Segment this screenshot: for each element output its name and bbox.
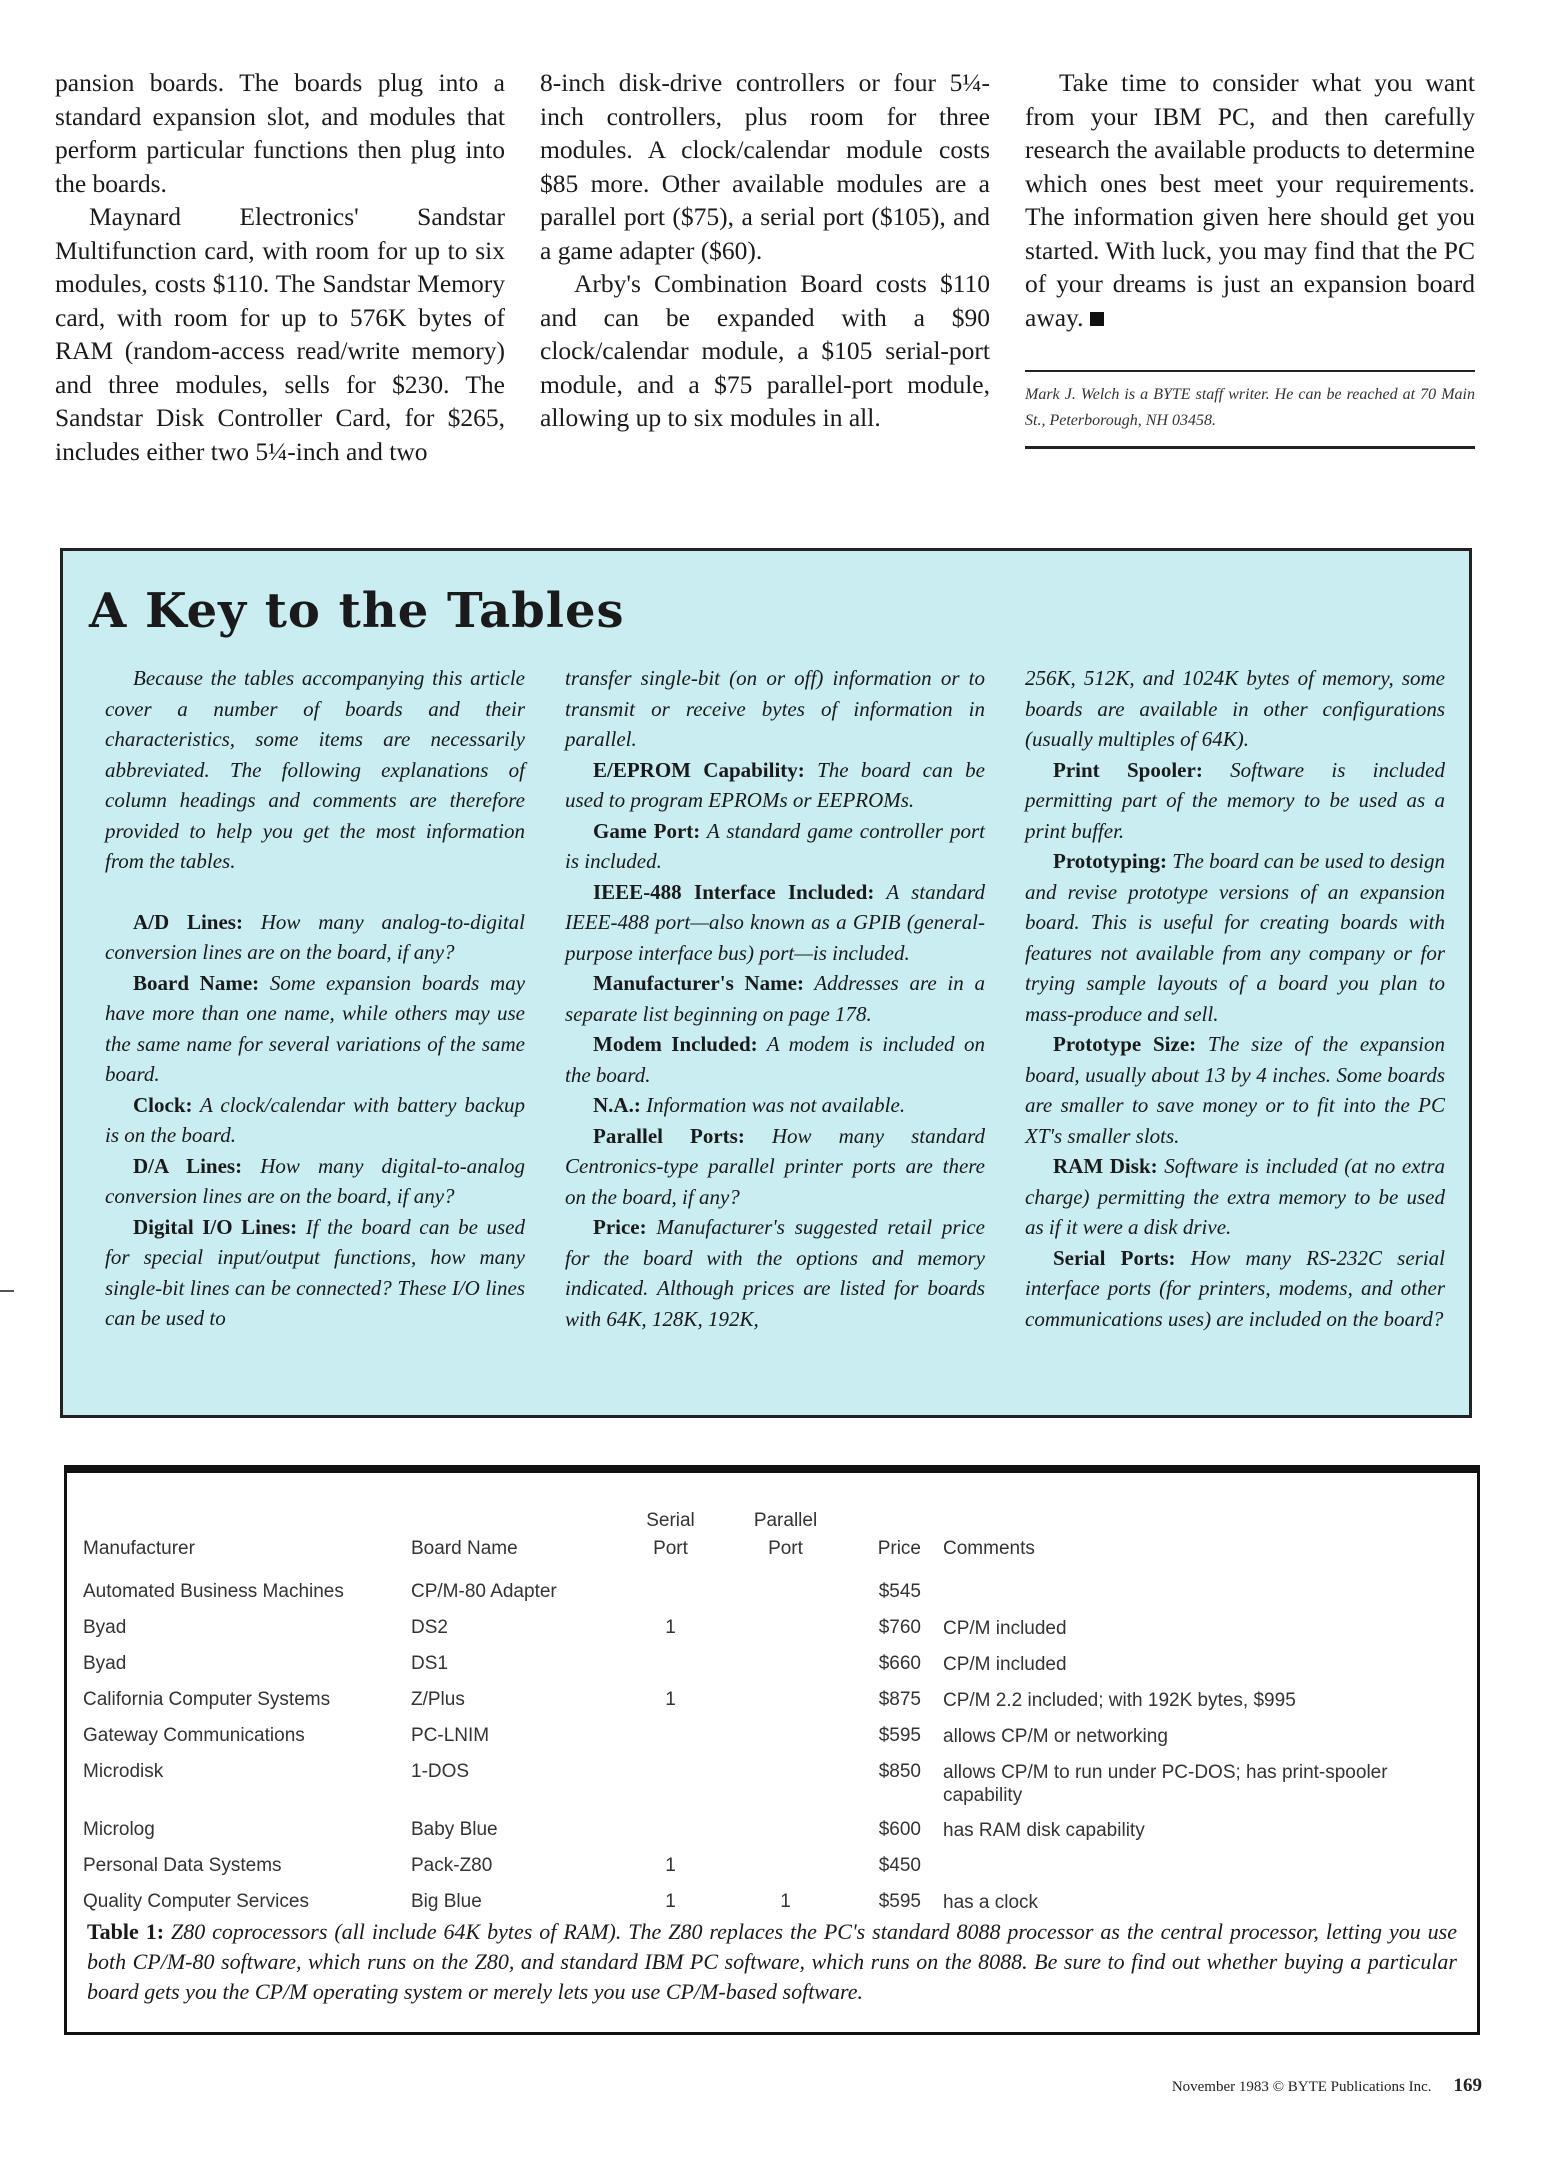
cell-serial-port: 1 xyxy=(665,1891,676,1912)
key-definition: A clock/calendar with battery backup is on the board. xyxy=(105,1092,526,1147)
key-columns xyxy=(105,663,1445,1334)
caption-text: Z80 coprocessors (all include 64K bytes of RAM). The Z80 replaces the PC's standard 8088 processor as the central processor, letting you use both CP/M-80 software, which runs on the Z80, and standard IBM PC software, which runs on the 8088. Be sure to find out whether buying a particular board gets you the CP/M operating system or merely lets you use CP/M-based software. xyxy=(87,1919,1457,2004)
header-parallel-port xyxy=(728,1507,843,1563)
key-entry xyxy=(565,1090,985,1121)
cell-price: $545 xyxy=(878,1581,921,1602)
key-entry xyxy=(1025,755,1445,847)
key-definition: How many standard Centronics-type parallel printer ports are there on the board, if any? xyxy=(565,1123,986,1209)
key-definition: The board can be used to program EPROMs or EEPROMs. xyxy=(565,757,986,812)
paragraph: pansion boards. The boards plug into a standard expansion slot, and modules that perform particular functions then plug into the boards. xyxy=(55,68,505,198)
cell-manufacturer: Automated Business Machines xyxy=(83,1581,344,1602)
key-entry xyxy=(565,1212,985,1334)
key-term: RAM Disk: xyxy=(1053,1154,1158,1178)
cell-board-name: Z/Plus xyxy=(411,1689,465,1710)
cell-price: $595 xyxy=(878,1891,921,1912)
paragraph: Maynard Electronics' Sandstar Multifunction card, with room for up to six modules, costs $110. The Sandstar Memory card, with room for up to 576K bytes of RAM (random-access read/write memory) and three modules, sells for $230. The Sandstar Disk Controller Card, for $265, includes either two 5¼-inch and two xyxy=(55,202,505,466)
cell-serial-port: 1 xyxy=(665,1855,676,1876)
key-entry xyxy=(1025,1029,1445,1151)
key-entry xyxy=(105,907,525,968)
key-entry xyxy=(1025,1243,1445,1335)
key-term: Price: xyxy=(593,1215,647,1239)
key-column-1 xyxy=(105,663,525,1334)
cell-price: $850 xyxy=(878,1761,921,1782)
key-entry xyxy=(565,816,985,877)
key-entry xyxy=(105,1090,525,1151)
cell-comments: has RAM disk capability xyxy=(943,1820,1145,1841)
table-row xyxy=(83,1761,1463,1819)
cell-price: $875 xyxy=(878,1689,921,1710)
margin-mark xyxy=(0,1290,14,1292)
table-row xyxy=(83,1819,1463,1855)
table-row xyxy=(83,1689,1463,1725)
key-entry xyxy=(1025,846,1445,1029)
key-definition: Software is included (at no extra charge) permitting the extra memory to be used as if it were a disk drive. xyxy=(1025,1154,1446,1239)
page-number: 169 xyxy=(1453,2075,1482,2096)
key-intro: Because the tables accompanying this article cover a number of boards and their characteristics, some items are necessarily abbreviated. The following explanations of column headings and comments are therefore provided to help you get the most information from the tables. xyxy=(105,666,525,873)
cell-manufacturer: Byad xyxy=(83,1617,127,1638)
caption-label: Table 1: xyxy=(87,1919,165,1944)
key-term: Digital I/O Lines: xyxy=(133,1214,298,1239)
article-column-3 xyxy=(1025,66,1475,468)
key-definition: The board can be used to design and revise prototype versions of an expansion board. This is useful for creating boards with features not available from any company or for trying sample layouts of a board you plan to mass-produce and sell. xyxy=(1025,849,1445,1026)
cell-board-name: Baby Blue xyxy=(411,1819,498,1840)
end-of-article-mark xyxy=(1090,312,1104,326)
key-term: A/D Lines: xyxy=(133,909,243,934)
key-definition: Manufacturer's suggested retail price for the board with the options and memory indicated. Although prices are listed for boards with 64K, 128K, 192K, xyxy=(565,1215,985,1331)
cell-price: $660 xyxy=(878,1653,921,1674)
cell-price: $450 xyxy=(878,1855,921,1876)
paragraph: Arby's Combination Board costs $110 and can be expanded with a $90 clock/calendar module, a $105 serial-port module, and a $75 parallel-port module, allowing up to six modules in all. xyxy=(540,269,990,432)
cell-serial-port: 1 xyxy=(665,1689,676,1710)
key-definition: The size of the expansion board, usually about 13 by 4 inches. Some boards are smaller to save money or to fit into the PC XT's smaller slots. xyxy=(1025,1032,1446,1148)
key-term: Manufacturer's Name: xyxy=(593,971,804,995)
table-header xyxy=(83,1487,1463,1563)
cell-board-name: CP/M-80 Adapter xyxy=(411,1581,557,1602)
key-term: Parallel Ports: xyxy=(593,1123,745,1148)
key-term: Game Port: xyxy=(593,818,701,843)
key-entry xyxy=(105,968,525,1090)
table-row xyxy=(83,1653,1463,1689)
cell-board-name: Pack-Z80 xyxy=(411,1855,493,1876)
key-term: Clock: xyxy=(133,1092,193,1117)
key-term: E/EPROM Capability: xyxy=(593,757,805,782)
key-definition: Some expansion boards may have more than one name, while others may use the same name for several variations of the same board. xyxy=(105,970,526,1086)
cell-comments: has a clock xyxy=(943,1892,1039,1913)
key-entry xyxy=(565,1029,985,1090)
article-column-2 xyxy=(540,66,990,468)
key-title: A Key to the Tables xyxy=(89,583,625,639)
table-row xyxy=(83,1581,1463,1617)
cell-manufacturer: California Computer Systems xyxy=(83,1689,331,1710)
table-row xyxy=(83,1617,1463,1653)
cell-comments: CP/M included xyxy=(943,1618,1067,1639)
paragraph-text: Take time to consider what you want from your IBM PC, and then carefully research the available products to determine which ones best meet your requirements. The information given here should get you started. With luck, you may find that the PC of your dreams is just an expansion board away. xyxy=(1025,68,1475,332)
cell-manufacturer: Quality Computer Services xyxy=(83,1891,309,1912)
key-definition: A modem is included on the board. xyxy=(565,1032,985,1087)
header-manufacturer: Manufacturer xyxy=(83,1538,195,1559)
header-comments: Comments xyxy=(943,1538,1035,1559)
cell-board-name: Big Blue xyxy=(411,1891,482,1912)
header-parallel-bottom: Port xyxy=(768,1538,803,1559)
header-serial-top: Serial xyxy=(646,1510,695,1531)
key-term: Prototyping: xyxy=(1053,849,1167,873)
footer-text: November 1983 © BYTE Publications Inc. xyxy=(1171,2079,1432,2095)
paragraph: 8-inch disk-drive controllers or four 5¼-inch controllers, plus room for three modules. A clock/calendar module costs $85 more. Other available modules are a parallel port ($75), a serial port ($105), and a game adapter ($60). xyxy=(540,68,990,265)
key-definition: Software is included permitting part of the memory to be used as a print buffer. xyxy=(1025,757,1445,843)
key-entry xyxy=(105,1151,525,1212)
key-column-2 xyxy=(565,663,985,1334)
key-definition: How many digital-to-analog conversion lines are on the board, if any? xyxy=(105,1153,526,1208)
cell-price: $595 xyxy=(878,1725,921,1746)
key-term: IEEE-488 Interface Included: xyxy=(593,879,875,904)
cell-price: $600 xyxy=(878,1819,921,1840)
key-definition: Information was not available. xyxy=(646,1093,906,1117)
cell-serial-port: 1 xyxy=(665,1617,676,1638)
key-term: Prototype Size: xyxy=(1053,1032,1197,1056)
cell-manufacturer: Gateway Communications xyxy=(83,1725,305,1746)
key-term: Board Name: xyxy=(133,970,260,995)
cell-board-name: DS2 xyxy=(411,1617,448,1638)
header-parallel-top: Parallel xyxy=(753,1510,818,1531)
key-entry xyxy=(565,1121,985,1213)
cell-board-name: 1-DOS xyxy=(411,1761,470,1782)
key-definition: If the board can be used for special input/output functions, how many single-bit lines can be connected? These I/O lines can be used to xyxy=(105,1214,526,1330)
key-definition: How many analog-to-digital conversion lines are on the board, if any? xyxy=(105,909,525,964)
key-term: D/A Lines: xyxy=(133,1153,243,1178)
cell-board-name: DS1 xyxy=(411,1653,448,1674)
cell-board-name: PC-LNIM xyxy=(411,1725,490,1746)
article-columns xyxy=(55,66,1475,468)
key-to-tables-box xyxy=(60,548,1472,1418)
key-definition: How many RS-232C serial interface ports (for printers, modems, and other communications uses) are included on the board? xyxy=(1025,1245,1446,1331)
cell-parallel-port: 1 xyxy=(780,1891,791,1912)
paragraph xyxy=(1025,66,1475,334)
header-serial-bottom: Port xyxy=(653,1538,688,1559)
key-definition: Addresses are in a separate list beginning on page 178. xyxy=(565,971,985,1026)
cell-price: $760 xyxy=(878,1617,921,1638)
key-entry xyxy=(565,755,985,816)
header-serial-port xyxy=(613,1507,728,1563)
key-term: Modem Included: xyxy=(593,1032,758,1056)
key-entry xyxy=(565,968,985,1029)
table-row xyxy=(83,1855,1463,1891)
cell-manufacturer: Personal Data Systems xyxy=(83,1855,282,1876)
key-definition: A standard game controller port is included. xyxy=(565,818,985,873)
author-bio: Mark J. Welch is a BYTE staff writer. He can be reached at 70 Main St., Peterborough, NH 03458. xyxy=(1025,370,1475,449)
key-continuation: 256K, 512K, and 1024K bytes of memory, some boards are available in other configurations (usually multiples of 64K). xyxy=(1025,666,1445,751)
key-entry xyxy=(105,1212,525,1334)
article-column-1 xyxy=(55,66,505,468)
key-continuation: transfer single-bit (on or off) information or to transmit or receive bytes of information in parallel. xyxy=(565,666,985,751)
cell-manufacturer: Microdisk xyxy=(83,1761,164,1782)
key-term: Serial Ports: xyxy=(1053,1245,1176,1270)
cell-comments: allows CP/M to run under PC-DOS; has print-spooler capability xyxy=(943,1762,1388,1806)
cell-comments: CP/M included xyxy=(943,1654,1067,1675)
key-entry xyxy=(1025,1151,1445,1243)
table-caption xyxy=(87,1917,1457,2007)
key-entry xyxy=(565,877,985,969)
key-term: N.A.: xyxy=(593,1093,641,1117)
page-footer xyxy=(1172,2075,1482,2097)
header-board-name: Board Name xyxy=(411,1538,518,1559)
header-price: Price xyxy=(877,1538,921,1559)
cell-comments: allows CP/M or networking xyxy=(943,1726,1168,1747)
key-column-3 xyxy=(1025,663,1445,1334)
cell-manufacturer: Byad xyxy=(83,1653,127,1674)
key-term: Print Spooler: xyxy=(1053,757,1203,782)
cell-manufacturer: Microlog xyxy=(83,1819,155,1840)
z80-coprocessor-table xyxy=(83,1487,1463,1927)
key-definition: A standard IEEE-488 port—also known as a GPIB (general-purpose interface bus) port—is included. xyxy=(565,879,985,965)
cell-comments: CP/M 2.2 included; with 192K bytes, $995 xyxy=(943,1690,1296,1711)
table-row xyxy=(83,1725,1463,1761)
table-1-box xyxy=(64,1465,1480,2035)
